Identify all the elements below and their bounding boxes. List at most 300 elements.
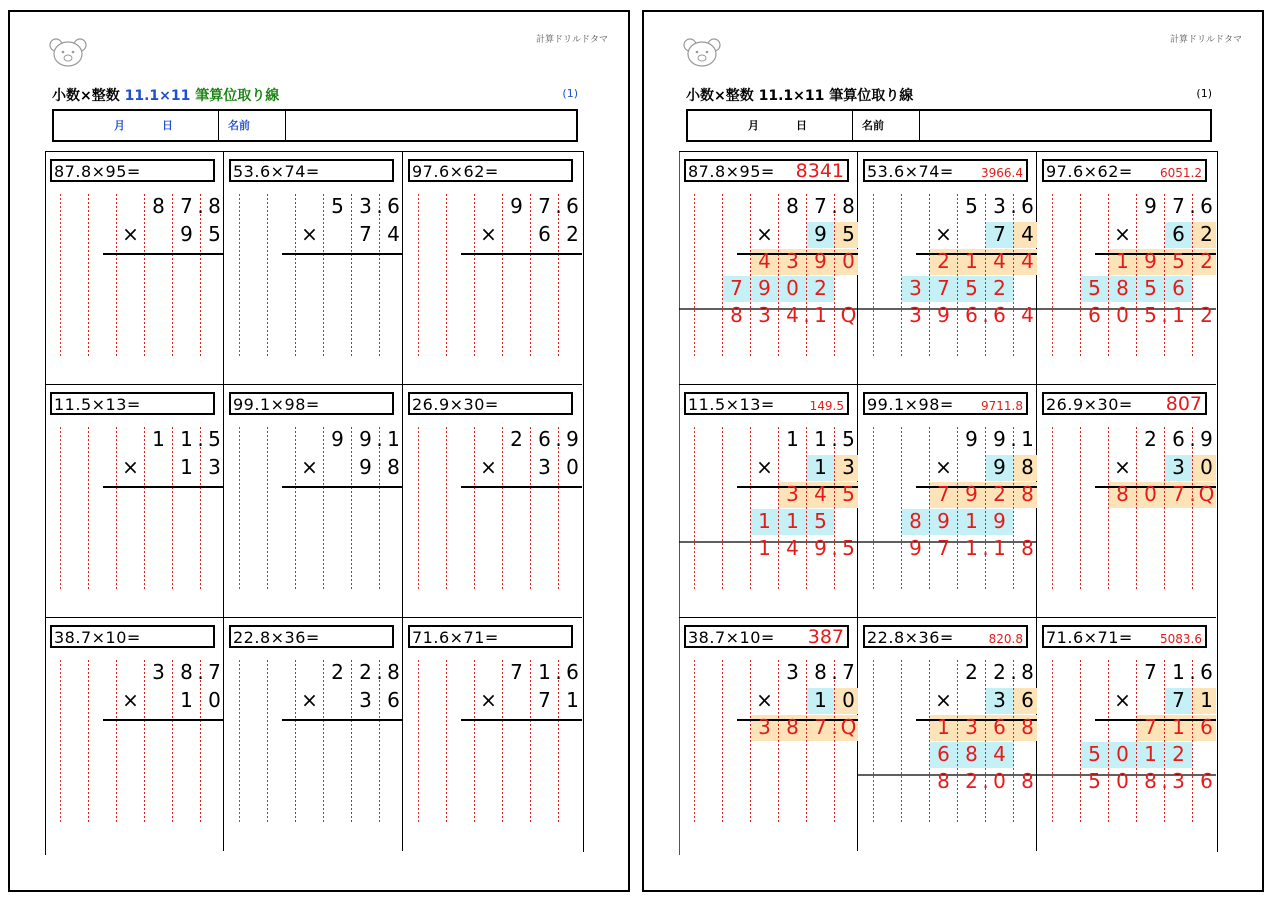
partial-product-digit: 3 bbox=[965, 715, 978, 739]
partial-product-digit: 9 bbox=[993, 509, 1006, 533]
decimal-point: . bbox=[1010, 194, 1017, 218]
problem-cell bbox=[45, 385, 224, 618]
multiplicand-digit: 8 bbox=[1021, 660, 1034, 684]
multiplicand-digit: 2 bbox=[993, 660, 1006, 684]
multiplier-digit: 9 bbox=[359, 455, 372, 479]
decimal-point: . bbox=[831, 715, 838, 739]
decimal-point: . bbox=[197, 427, 204, 451]
result-digit: 1 bbox=[965, 536, 978, 560]
partial-product-digit: 0 bbox=[1144, 482, 1157, 506]
partial-product-digit: 2 bbox=[937, 249, 950, 273]
partial-product-digit: 8 bbox=[1021, 715, 1034, 739]
multiplicand-digit: 8 bbox=[814, 660, 827, 684]
partial-product-digit: 5 bbox=[842, 482, 855, 506]
partial-product-digit: 1 bbox=[965, 509, 978, 533]
equation-text: 26.9×30= bbox=[1046, 395, 1133, 414]
name-label: 名前 bbox=[862, 119, 884, 132]
brand-name: 計算ドリルドタマ bbox=[1169, 35, 1242, 45]
decimal-point: . bbox=[555, 427, 562, 451]
multiplier-digit: 7 bbox=[359, 222, 372, 246]
multiplier-digit: 0 bbox=[1200, 455, 1213, 479]
equation-text: 22.8×36= bbox=[233, 628, 320, 647]
problem-cell bbox=[858, 385, 1037, 618]
problem-cell bbox=[858, 152, 1037, 385]
multiplier-digit: 3 bbox=[1172, 455, 1185, 479]
multiplier-digit: 6 bbox=[1172, 222, 1185, 246]
multiplicand-digit: 8 bbox=[387, 660, 400, 684]
worksheet-title bbox=[686, 85, 913, 105]
partial-product-digit: 5 bbox=[1088, 276, 1101, 300]
problem-grid bbox=[45, 151, 584, 852]
multiplicand-digit: 1 bbox=[180, 427, 193, 451]
partial-product-digit: 4 bbox=[993, 742, 1006, 766]
multiplier-digit: 1 bbox=[1200, 688, 1213, 712]
multiply-sign: × bbox=[1114, 455, 1131, 479]
decimal-point: . bbox=[1189, 482, 1196, 506]
equation-text: 38.7×10= bbox=[54, 628, 141, 647]
result-digit: 9 bbox=[937, 303, 950, 327]
partial-product-digit: 4 bbox=[758, 249, 771, 273]
partial-product-digit: 8 bbox=[1021, 482, 1034, 506]
multiplicand-digit: 1 bbox=[387, 427, 400, 451]
multiplier-digit: 1 bbox=[180, 688, 193, 712]
partial-product-digit: 9 bbox=[965, 482, 978, 506]
decimal-point: . bbox=[555, 660, 562, 684]
partial-product-digit: 1 bbox=[758, 509, 771, 533]
partial-product-digit: 8 bbox=[1116, 276, 1129, 300]
partial-product-digit: 0 bbox=[842, 249, 855, 273]
partial-product-digit: 3 bbox=[786, 249, 799, 273]
partial-product-digit: 2 bbox=[1200, 249, 1213, 273]
multiply-sign: × bbox=[935, 688, 952, 712]
decimal-point: . bbox=[1010, 660, 1017, 684]
decimal-point: . bbox=[1189, 660, 1196, 684]
multiplicand-digit: 8 bbox=[152, 194, 165, 218]
multiplier-digit: 8 bbox=[387, 455, 400, 479]
multiplicand-digit: 9 bbox=[993, 427, 1006, 451]
multiplier-digit: 3 bbox=[993, 688, 1006, 712]
multiplier-digit: 3 bbox=[359, 688, 372, 712]
partial-product-digit: 6 bbox=[993, 715, 1006, 739]
result-digit: 5 bbox=[1088, 769, 1101, 793]
problem-cell bbox=[679, 385, 858, 618]
long-multiplication bbox=[858, 618, 1037, 851]
result-digit: Q bbox=[840, 303, 857, 327]
partial-product-digit: 7 bbox=[937, 482, 950, 506]
multiply-sign: × bbox=[935, 455, 952, 479]
multiply-sign: × bbox=[480, 688, 497, 712]
multiplicand-digit: 5 bbox=[965, 194, 978, 218]
multiplicand-digit: 1 bbox=[538, 660, 551, 684]
decimal-point: . bbox=[197, 194, 204, 218]
long-multiplication bbox=[45, 618, 224, 851]
date-field bbox=[688, 111, 853, 140]
month-label: 月 bbox=[114, 119, 125, 132]
decimal-point: . bbox=[831, 536, 838, 560]
bear-logo-icon bbox=[48, 36, 88, 68]
multiplicand-digit: 5 bbox=[208, 427, 221, 451]
decimal-point: . bbox=[1161, 769, 1168, 793]
multiplicand-digit: 1 bbox=[814, 427, 827, 451]
equation-answer: 387 bbox=[807, 626, 844, 648]
partial-product-digit: 9 bbox=[814, 249, 827, 273]
long-multiplication bbox=[1037, 152, 1216, 385]
multiplier-digit: 8 bbox=[1021, 455, 1034, 479]
result-digit: 1 bbox=[814, 303, 827, 327]
multiplicand-digit: 9 bbox=[510, 194, 523, 218]
multiplicand-digit: 6 bbox=[566, 194, 579, 218]
equation-answer: 6051.2 bbox=[1160, 166, 1202, 180]
multiplicand-digit: 2 bbox=[510, 427, 523, 451]
partial-product-digit: 5 bbox=[814, 509, 827, 533]
multiplier-digit: 9 bbox=[993, 455, 1006, 479]
problem-cell bbox=[45, 618, 224, 851]
problem-cell bbox=[224, 385, 403, 618]
equation-text: 99.1×98= bbox=[233, 395, 320, 414]
multiply-sign: × bbox=[301, 222, 318, 246]
result-digit: 6 bbox=[1088, 303, 1101, 327]
multiply-sign: × bbox=[122, 455, 139, 479]
multiplier-digit: 5 bbox=[842, 222, 855, 246]
result-digit: 3 bbox=[758, 303, 771, 327]
multiplier-digit: 0 bbox=[842, 688, 855, 712]
brand-name: 計算ドリルドタマ bbox=[535, 35, 608, 45]
multiplicand-digit: 9 bbox=[965, 427, 978, 451]
multiplicand-digit: 6 bbox=[387, 194, 400, 218]
multiplicand-digit: 6 bbox=[1200, 660, 1213, 684]
multiplicand-digit: 7 bbox=[814, 194, 827, 218]
multiplicand-digit: 6 bbox=[1021, 194, 1034, 218]
partial-product-digit: 3 bbox=[758, 715, 771, 739]
result-digit: 2 bbox=[1200, 303, 1213, 327]
long-multiplication bbox=[679, 385, 858, 618]
partial-product-digit: 0 bbox=[786, 276, 799, 300]
equation-text: 53.6×74= bbox=[233, 162, 320, 181]
partial-product-digit: 9 bbox=[1144, 249, 1157, 273]
multiplier-digit: 7 bbox=[1172, 688, 1185, 712]
multiplier-digit: 1 bbox=[814, 688, 827, 712]
multiply-sign: × bbox=[756, 688, 773, 712]
multiplier-digit: 2 bbox=[1200, 222, 1213, 246]
multiplier-digit: 1 bbox=[180, 455, 193, 479]
equation-text: 97.6×62= bbox=[1046, 162, 1133, 181]
multiplicand-digit: 9 bbox=[331, 427, 344, 451]
problem-cell bbox=[1037, 152, 1216, 385]
multiplier-digit: 0 bbox=[566, 455, 579, 479]
problem-cell bbox=[403, 385, 582, 618]
multiplier-digit: 3 bbox=[208, 455, 221, 479]
equation-text: 97.6×62= bbox=[412, 162, 499, 181]
result-digit: 1 bbox=[993, 536, 1006, 560]
multiplicand-digit: 5 bbox=[331, 194, 344, 218]
multiplicand-digit: 8 bbox=[208, 194, 221, 218]
equation-answer: 9711.8 bbox=[981, 399, 1023, 413]
result-digit: 0 bbox=[1116, 769, 1129, 793]
multiplier-digit: 4 bbox=[1021, 222, 1034, 246]
multiply-sign: × bbox=[480, 222, 497, 246]
multiplicand-digit: 3 bbox=[359, 194, 372, 218]
multiplicand-digit: 2 bbox=[331, 660, 344, 684]
result-digit: 6 bbox=[965, 303, 978, 327]
equation-answer: 807 bbox=[1165, 393, 1202, 415]
multiplier-digit: 3 bbox=[842, 455, 855, 479]
decimal-point: . bbox=[982, 303, 989, 327]
multiply-sign: × bbox=[1114, 222, 1131, 246]
multiplicand-digit: 9 bbox=[359, 427, 372, 451]
partial-product-digit: 8 bbox=[965, 742, 978, 766]
long-multiplication bbox=[224, 152, 403, 385]
partial-product-digit: 9 bbox=[758, 276, 771, 300]
long-multiplication bbox=[858, 385, 1037, 618]
partial-product-digit: 1 bbox=[1144, 742, 1157, 766]
equation-text: 87.8×95= bbox=[688, 162, 775, 181]
day-label: 日 bbox=[162, 119, 173, 132]
decimal-point: . bbox=[376, 194, 383, 218]
name-label: 名前 bbox=[228, 119, 250, 132]
result-digit: 3 bbox=[1172, 769, 1185, 793]
multiplicand-digit: 3 bbox=[152, 660, 165, 684]
result-digit: 4 bbox=[786, 303, 799, 327]
multiplicand-digit: 5 bbox=[842, 427, 855, 451]
worksheet-title-row bbox=[52, 85, 578, 107]
problem-cell bbox=[403, 618, 582, 851]
equation-answer: 149.5 bbox=[809, 399, 844, 413]
partial-product-digit: 7 bbox=[730, 276, 743, 300]
problem-cell bbox=[679, 152, 858, 385]
partial-product-digit: 2 bbox=[814, 276, 827, 300]
partial-product-digit: 9 bbox=[937, 509, 950, 533]
decimal-point: . bbox=[376, 660, 383, 684]
result-digit: 1 bbox=[1172, 303, 1185, 327]
multiplicand-digit: 7 bbox=[1172, 194, 1185, 218]
partial-product-digit: 2 bbox=[993, 482, 1006, 506]
result-digit: 2 bbox=[965, 769, 978, 793]
partial-product-digit: 5 bbox=[1144, 276, 1157, 300]
partial-product-digit: 5 bbox=[965, 276, 978, 300]
long-multiplication bbox=[858, 152, 1037, 385]
name-date-box bbox=[52, 109, 578, 142]
partial-product-digit: 3 bbox=[786, 482, 799, 506]
result-digit: 5 bbox=[842, 536, 855, 560]
multiply-sign: × bbox=[122, 222, 139, 246]
multiply-sign: × bbox=[480, 455, 497, 479]
partial-product-digit: 7 bbox=[1144, 715, 1157, 739]
multiplier-digit: 4 bbox=[387, 222, 400, 246]
partial-product-digit: 5 bbox=[1172, 249, 1185, 273]
result-digit: 5 bbox=[1144, 303, 1157, 327]
problem-cell bbox=[403, 152, 582, 385]
long-multiplication bbox=[679, 152, 858, 385]
problem-cell bbox=[1037, 385, 1216, 618]
multiply-sign: × bbox=[756, 455, 773, 479]
multiplicand-digit: 3 bbox=[786, 660, 799, 684]
decimal-point: . bbox=[197, 660, 204, 684]
partial-product-digit: 6 bbox=[1200, 715, 1213, 739]
partial-product-digit: 5 bbox=[1088, 742, 1101, 766]
multiplicand-digit: 1 bbox=[786, 427, 799, 451]
long-multiplication bbox=[1037, 618, 1216, 851]
partial-product-digit: 6 bbox=[937, 742, 950, 766]
equation-text: 11.5×13= bbox=[54, 395, 141, 414]
bear-logo-icon bbox=[682, 36, 722, 68]
partial-product-digit: 1 bbox=[1172, 715, 1185, 739]
problem-cell bbox=[1037, 618, 1216, 851]
date-field bbox=[54, 111, 219, 140]
decimal-point: . bbox=[376, 427, 383, 451]
result-digit: 8 bbox=[1144, 769, 1157, 793]
multiplicand-digit: 2 bbox=[965, 660, 978, 684]
equation-text: 22.8×36= bbox=[867, 628, 954, 647]
partial-product-digit: 8 bbox=[1116, 482, 1129, 506]
multiply-sign: × bbox=[122, 688, 139, 712]
decimal-point: . bbox=[1189, 427, 1196, 451]
long-multiplication bbox=[45, 385, 224, 618]
multiplicand-digit: 3 bbox=[993, 194, 1006, 218]
result-digit: 3 bbox=[909, 303, 922, 327]
month-label: 月 bbox=[748, 119, 759, 132]
result-digit: 4 bbox=[1021, 303, 1034, 327]
worksheet-title bbox=[52, 85, 279, 105]
result-digit: 6 bbox=[1200, 769, 1213, 793]
decimal-point: . bbox=[982, 769, 989, 793]
multiply-sign: × bbox=[935, 222, 952, 246]
multiplier-digit: 6 bbox=[1021, 688, 1034, 712]
equation-text: 26.9×30= bbox=[412, 395, 499, 414]
multiplier-digit: 3 bbox=[538, 455, 551, 479]
multiplicand-digit: 9 bbox=[1144, 194, 1157, 218]
equation-answer: 820.8 bbox=[988, 632, 1023, 646]
partial-product-digit: 1 bbox=[1116, 249, 1129, 273]
long-multiplication bbox=[224, 385, 403, 618]
equation-text: 53.6×74= bbox=[867, 162, 954, 181]
equation-text: 38.7×10= bbox=[688, 628, 775, 647]
multiplicand-digit: 8 bbox=[786, 194, 799, 218]
equation-answer: 8341 bbox=[795, 160, 844, 182]
long-multiplication bbox=[679, 618, 858, 851]
result-digit: 0 bbox=[993, 769, 1006, 793]
multiply-sign: × bbox=[301, 688, 318, 712]
decimal-point: . bbox=[1161, 303, 1168, 327]
partial-product-digit: 2 bbox=[993, 276, 1006, 300]
long-multiplication bbox=[403, 618, 582, 851]
partial-product-digit: 3 bbox=[909, 276, 922, 300]
partial-product-digit: 1 bbox=[786, 509, 799, 533]
partial-product-digit: 8 bbox=[786, 715, 799, 739]
equation-answer: 3966.4 bbox=[981, 166, 1023, 180]
multiplicand-digit: 2 bbox=[1144, 427, 1157, 451]
long-multiplication bbox=[45, 152, 224, 385]
multiplier-digit: 1 bbox=[566, 688, 579, 712]
title-part-1: 小数×整数 bbox=[686, 88, 754, 104]
problem-cell bbox=[858, 618, 1037, 851]
decimal-point: . bbox=[803, 303, 810, 327]
multiplicand-digit: 9 bbox=[1200, 427, 1213, 451]
day-label: 日 bbox=[796, 119, 807, 132]
worksheet-page-answers bbox=[642, 10, 1264, 892]
partial-product-digit: 6 bbox=[1172, 276, 1185, 300]
decimal-point: . bbox=[831, 660, 838, 684]
partial-product-digit: 2 bbox=[1172, 742, 1185, 766]
partial-product-digit: 4 bbox=[814, 482, 827, 506]
multiplier-digit: 1 bbox=[814, 455, 827, 479]
multiplier-digit: 7 bbox=[993, 222, 1006, 246]
multiplicand-digit: 7 bbox=[208, 660, 221, 684]
page-number: (1) bbox=[1196, 87, 1212, 100]
multiplier-digit: 9 bbox=[180, 222, 193, 246]
partial-product-digit: 4 bbox=[1021, 249, 1034, 273]
multiplier-digit: 2 bbox=[566, 222, 579, 246]
multiplicand-digit: 6 bbox=[1200, 194, 1213, 218]
multiplicand-digit: 7 bbox=[538, 194, 551, 218]
multiply-sign: × bbox=[1114, 688, 1131, 712]
multiplicand-digit: 6 bbox=[566, 660, 579, 684]
multiplicand-digit: 7 bbox=[510, 660, 523, 684]
multiplicand-digit: 2 bbox=[359, 660, 372, 684]
partial-product-digit: Q bbox=[1198, 482, 1215, 506]
equation-text: 11.5×13= bbox=[688, 395, 775, 414]
result-digit: 1 bbox=[758, 536, 771, 560]
result-digit: 8 bbox=[1021, 769, 1034, 793]
multiply-sign: × bbox=[301, 455, 318, 479]
result-digit: 8 bbox=[1021, 536, 1034, 560]
result-digit: 9 bbox=[909, 536, 922, 560]
long-multiplication bbox=[403, 385, 582, 618]
result-digit: 8 bbox=[937, 769, 950, 793]
problem-cell bbox=[224, 152, 403, 385]
partial-product-digit: 8 bbox=[909, 509, 922, 533]
decimal-point: . bbox=[831, 194, 838, 218]
page-number: (1) bbox=[562, 87, 578, 100]
result-digit: 8 bbox=[730, 303, 743, 327]
problem-cell bbox=[45, 152, 224, 385]
decimal-point: . bbox=[1010, 427, 1017, 451]
decimal-point: . bbox=[555, 194, 562, 218]
long-multiplication bbox=[224, 618, 403, 851]
long-multiplication bbox=[403, 152, 582, 385]
worksheet-title-row bbox=[686, 85, 1212, 107]
worksheet-page-problems bbox=[8, 10, 630, 892]
decimal-point: . bbox=[1189, 194, 1196, 218]
multiplicand-digit: 1 bbox=[152, 427, 165, 451]
multiplicand-digit: 8 bbox=[180, 660, 193, 684]
multiplicand-digit: 7 bbox=[842, 660, 855, 684]
multiplicand-digit: 7 bbox=[1144, 660, 1157, 684]
equation-text: 71.6×71= bbox=[412, 628, 499, 647]
multiplicand-digit: 9 bbox=[566, 427, 579, 451]
result-digit: 9 bbox=[814, 536, 827, 560]
name-date-box bbox=[686, 109, 1212, 142]
title-part-2: 11.1×11 bbox=[758, 88, 825, 104]
title-part-1: 小数×整数 bbox=[52, 88, 120, 104]
result-digit: 7 bbox=[937, 536, 950, 560]
long-multiplication bbox=[1037, 385, 1216, 618]
equation-text: 99.1×98= bbox=[867, 395, 954, 414]
multiplier-digit: 5 bbox=[208, 222, 221, 246]
multiplicand-digit: 6 bbox=[1172, 427, 1185, 451]
partial-product-digit: 1 bbox=[937, 715, 950, 739]
multiplier-digit: 9 bbox=[814, 222, 827, 246]
multiplier-digit: 6 bbox=[538, 222, 551, 246]
problem-cell bbox=[679, 618, 858, 851]
multiplicand-digit: 7 bbox=[180, 194, 193, 218]
multiplicand-digit: 8 bbox=[842, 194, 855, 218]
title-part-3: 筆算位取り線 bbox=[195, 88, 280, 104]
decimal-point: . bbox=[982, 536, 989, 560]
result-digit: 6 bbox=[993, 303, 1006, 327]
multiplicand-digit: 1 bbox=[1021, 427, 1034, 451]
multiplier-digit: 0 bbox=[208, 688, 221, 712]
problem-cell bbox=[224, 618, 403, 851]
